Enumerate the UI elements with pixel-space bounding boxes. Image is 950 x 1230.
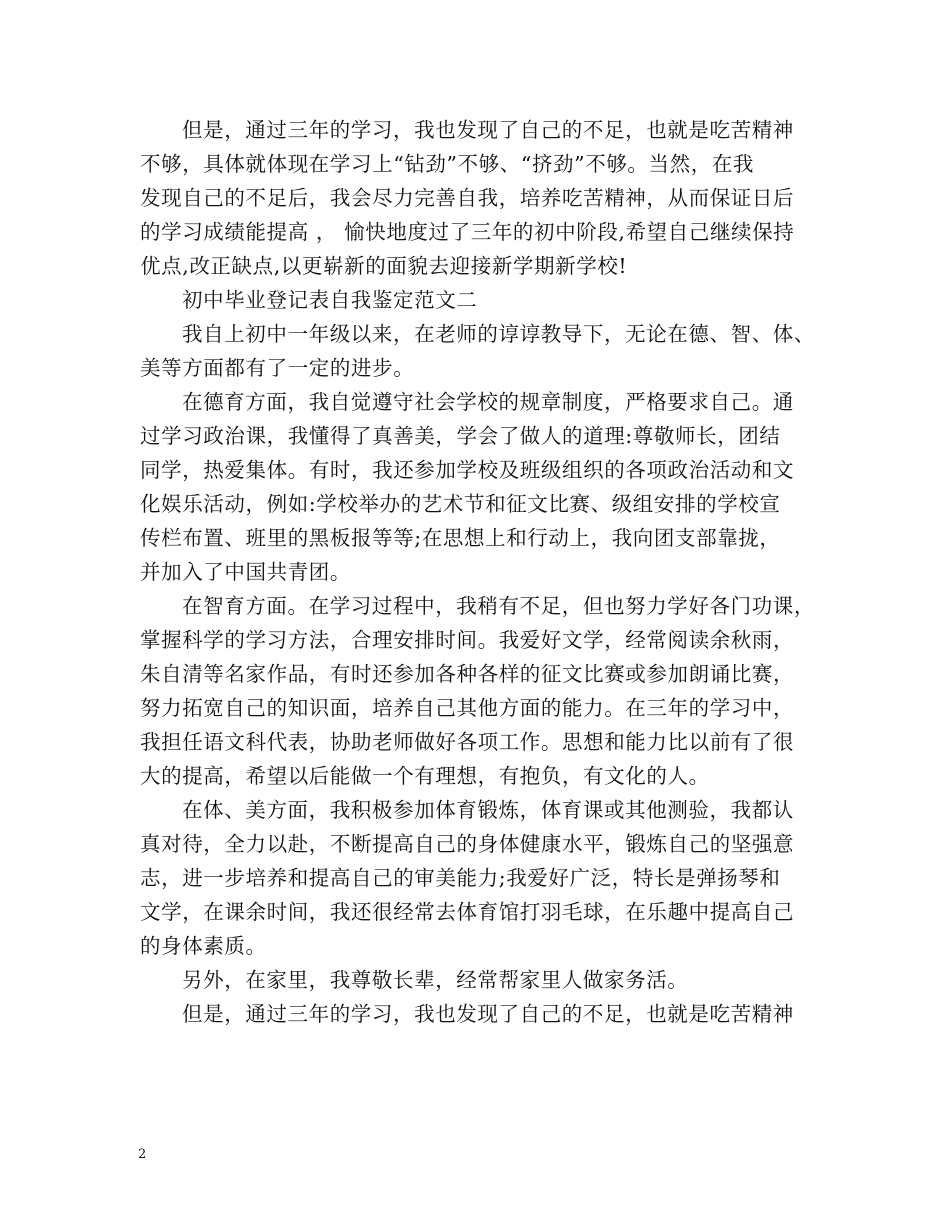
text-line: 另外，在家里，我尊敬长辈，经常帮家里人做家务活。 bbox=[182, 968, 689, 992]
text-line: 但是，通过三年的学习，我也发现了自己的不足，也就是吃苦精神 bbox=[182, 1002, 794, 1026]
text-line: 真对待，全力以赴，不断提高自己的身体健康水平，锻炼自己的坚强意 bbox=[140, 832, 795, 856]
text-line: 朱自清等名家作品，有时还参加各种各样的征文比赛或参加朗诵比赛， bbox=[140, 662, 795, 686]
page-number: 2 bbox=[138, 1147, 147, 1162]
text-line: 优点,改正缺点,以更崭新的面貌去迎接新学期新学校! bbox=[140, 254, 628, 278]
text-line: 在智育方面。在学习过程中，我稍有不足，但也努力学好各门功课， bbox=[182, 594, 815, 618]
text-line: 传栏布置、班里的黑板报等等;在思想上和行动上，我向团支部靠拢， bbox=[140, 526, 781, 550]
text-line: 我担任语文科代表，协助老师做好各项工作。思想和能力比以前有了很 bbox=[140, 730, 795, 754]
text-line: 发现自己的不足后，我会尽力完善自我，培养吃苦精神，从而保证日后 bbox=[140, 186, 795, 210]
text-line: 努力拓宽自己的知识面，培养自己其他方面的能力。在三年的学习中， bbox=[140, 696, 795, 720]
text-line: 化娱乐活动，例如:学校举办的艺术节和征文比赛、级组安排的学校宣 bbox=[140, 492, 781, 516]
text-line: 不够，具体就体现在学习上“钻劲”不够、“挤劲”不够。当然，在我 bbox=[140, 152, 755, 176]
text-line: 大的提高，希望以后能做一个有理想，有抱负，有文化的人。 bbox=[140, 764, 710, 788]
text-line: 的学习成绩能提高 ， 愉快地度过了三年的初中阶段,希望自己继续保持 bbox=[140, 220, 795, 244]
text-line: 在体、美方面，我积极参加体育锻炼，体育课或其他测验，我都认 bbox=[182, 798, 794, 822]
text-line: 并加入了中国共青团。 bbox=[140, 560, 351, 584]
text-line: 文学，在课余时间，我还很经常去体育馆打羽毛球，在乐趣中提高自己 bbox=[140, 900, 795, 924]
text-line: 初中毕业登记表自我鉴定范文二 bbox=[182, 288, 478, 312]
text-line: 同学，热爱集体。有时，我还参加学校及班级组织的各项政治活动和文 bbox=[140, 458, 795, 482]
text-line: 的身体素质。 bbox=[140, 934, 267, 958]
text-line: 志，进一步培养和提高自己的审美能力;我爱好广泛，特长是弹扬琴和 bbox=[140, 866, 781, 890]
text-line: 我自上初中一年级以来，在老师的谆谆教导下，无论在德、智、体、 bbox=[182, 322, 815, 346]
text-line: 过学习政治课，我懂得了真善美，学会了做人的道理:尊敬师长，团结 bbox=[140, 424, 781, 448]
text-line: 但是，通过三年的学习，我也发现了自己的不足，也就是吃苦精神 bbox=[182, 118, 794, 142]
text-line: 美等方面都有了一定的进步。 bbox=[140, 356, 415, 380]
body-text bbox=[140, 113, 820, 1031]
text-line: 掌握科学的学习方法，合理安排时间。我爱好文学，经常阅读余秋雨， bbox=[140, 628, 795, 652]
text-line: 在德育方面，我自觉遵守社会学校的规章制度，严格要求自己。通 bbox=[182, 390, 794, 414]
